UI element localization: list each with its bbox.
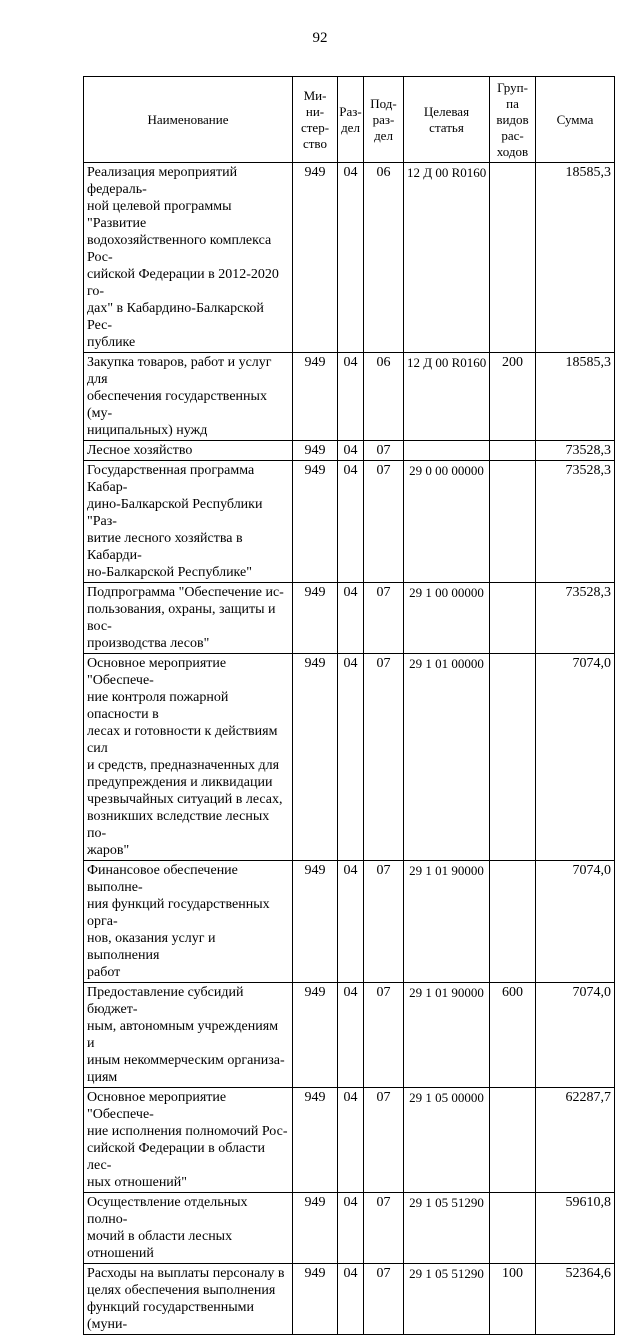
table-row bbox=[84, 163, 615, 353]
cell-ministry: 949 bbox=[293, 163, 338, 353]
table-row bbox=[84, 861, 615, 983]
cell-subsection: 07 bbox=[364, 1193, 404, 1264]
cell-section: 04 bbox=[338, 861, 364, 983]
cell-target: 29 1 01 90000 bbox=[404, 983, 490, 1088]
table-header-row bbox=[84, 77, 615, 163]
cell-group bbox=[490, 583, 536, 654]
cell-name: Финансовое обеспечение выполне- ния функций государственных орга- нов, оказания услуг и выполнения работ bbox=[84, 861, 293, 983]
cell-group: 200 bbox=[490, 353, 536, 441]
cell-section: 04 bbox=[338, 583, 364, 654]
cell-target: 29 1 01 00000 bbox=[404, 654, 490, 861]
cell-amount: 7074,0 bbox=[536, 654, 615, 861]
header-subsection: Под- раз- дел bbox=[364, 77, 404, 163]
header-name: Наименование bbox=[84, 77, 293, 163]
cell-ministry: 949 bbox=[293, 1193, 338, 1264]
cell-subsection: 07 bbox=[364, 983, 404, 1088]
cell-section: 04 bbox=[338, 461, 364, 583]
cell-ministry: 949 bbox=[293, 583, 338, 654]
cell-name: Осуществление отдельных полно- мочий в области лесных отношений bbox=[84, 1193, 293, 1264]
cell-amount: 18585,3 bbox=[536, 353, 615, 441]
cell-target: 12 Д 00 R0160 bbox=[404, 163, 490, 353]
cell-ministry: 949 bbox=[293, 461, 338, 583]
cell-name: Расходы на выплаты персоналу в целях обеспечения выполнения функций государственными (муни- bbox=[84, 1264, 293, 1335]
cell-subsection: 07 bbox=[364, 1264, 404, 1335]
cell-group bbox=[490, 1088, 536, 1193]
cell-name: Основное мероприятие "Обеспече- ние исполнения полномочий Рос- сийской Федерации в области лес- ных отношений" bbox=[84, 1088, 293, 1193]
table-row bbox=[84, 583, 615, 654]
table-row bbox=[84, 1264, 615, 1335]
header-section: Раз- дел bbox=[338, 77, 364, 163]
header-ministry: Ми- ни- стер- ство bbox=[293, 77, 338, 163]
budget-table bbox=[83, 76, 615, 1335]
cell-ministry: 949 bbox=[293, 1088, 338, 1193]
cell-group bbox=[490, 441, 536, 461]
cell-subsection: 07 bbox=[364, 654, 404, 861]
cell-group bbox=[490, 861, 536, 983]
cell-name: Государственная программа Кабар- дино-Балкарской Республики "Раз- витие лесного хозяйства в Кабарди- но-Балкарской Республике" bbox=[84, 461, 293, 583]
cell-target: 29 1 05 00000 bbox=[404, 1088, 490, 1193]
table-body bbox=[84, 163, 615, 1335]
cell-ministry: 949 bbox=[293, 1264, 338, 1335]
cell-name: Предоставление субсидий бюджет- ным, автономным учреждениям и иным некоммерческим организа- циям bbox=[84, 983, 293, 1088]
cell-target: 29 1 05 51290 bbox=[404, 1264, 490, 1335]
cell-section: 04 bbox=[338, 1193, 364, 1264]
cell-amount: 73528,3 bbox=[536, 461, 615, 583]
header-group: Груп- па видов рас- ходов bbox=[490, 77, 536, 163]
cell-section: 04 bbox=[338, 441, 364, 461]
cell-ministry: 949 bbox=[293, 983, 338, 1088]
cell-amount: 7074,0 bbox=[536, 983, 615, 1088]
cell-group bbox=[490, 461, 536, 583]
cell-section: 04 bbox=[338, 1264, 364, 1335]
cell-ministry: 949 bbox=[293, 654, 338, 861]
cell-target: 29 0 00 00000 bbox=[404, 461, 490, 583]
table-row bbox=[84, 353, 615, 441]
cell-section: 04 bbox=[338, 654, 364, 861]
cell-target: 29 1 01 90000 bbox=[404, 861, 490, 983]
cell-name: Подпрограмма "Обеспечение ис- пользования, охраны, защиты и вос- производства лесов" bbox=[84, 583, 293, 654]
cell-subsection: 07 bbox=[364, 583, 404, 654]
cell-target: 29 1 05 51290 bbox=[404, 1193, 490, 1264]
cell-subsection: 07 bbox=[364, 441, 404, 461]
table-row bbox=[84, 461, 615, 583]
cell-group: 600 bbox=[490, 983, 536, 1088]
cell-ministry: 949 bbox=[293, 861, 338, 983]
cell-section: 04 bbox=[338, 163, 364, 353]
table-row bbox=[84, 983, 615, 1088]
cell-ministry: 949 bbox=[293, 353, 338, 441]
cell-ministry: 949 bbox=[293, 441, 338, 461]
cell-group bbox=[490, 1193, 536, 1264]
cell-name: Лесное хозяйство bbox=[84, 441, 293, 461]
header-amount: Сумма bbox=[536, 77, 615, 163]
table-row bbox=[84, 441, 615, 461]
cell-amount: 73528,3 bbox=[536, 583, 615, 654]
cell-subsection: 06 bbox=[364, 163, 404, 353]
table-row bbox=[84, 654, 615, 861]
table-row bbox=[84, 1193, 615, 1264]
cell-section: 04 bbox=[338, 1088, 364, 1193]
cell-amount: 62287,7 bbox=[536, 1088, 615, 1193]
cell-name: Реализация мероприятий федераль- ной целевой программы "Развитие водохозяйственного комплекса Рос- сийской Федерации в 2012-2020 го- дах" в Кабардино-Балкарской Рес- публике bbox=[84, 163, 293, 353]
cell-group bbox=[490, 163, 536, 353]
header-target: Целевая статья bbox=[404, 77, 490, 163]
cell-amount: 73528,3 bbox=[536, 441, 615, 461]
page-number: 92 bbox=[312, 30, 328, 46]
cell-subsection: 06 bbox=[364, 353, 404, 441]
cell-subsection: 07 bbox=[364, 1088, 404, 1193]
cell-group bbox=[490, 654, 536, 861]
cell-subsection: 07 bbox=[364, 861, 404, 983]
cell-amount: 7074,0 bbox=[536, 861, 615, 983]
cell-target: 12 Д 00 R0160 bbox=[404, 353, 490, 441]
cell-group: 100 bbox=[490, 1264, 536, 1335]
cell-section: 04 bbox=[338, 353, 364, 441]
cell-target bbox=[404, 441, 490, 461]
cell-amount: 52364,6 bbox=[536, 1264, 615, 1335]
cell-section: 04 bbox=[338, 983, 364, 1088]
cell-amount: 18585,3 bbox=[536, 163, 615, 353]
cell-name: Основное мероприятие "Обеспече- ние контроля пожарной опасности в лесах и готовности к действиям сил и средств, предназначенных для предупреждения и ликвидации чрезвычайных ситуаций в лесах, возникших вследствие лесных по- жаров" bbox=[84, 654, 293, 861]
table-row bbox=[84, 1088, 615, 1193]
cell-amount: 59610,8 bbox=[536, 1193, 615, 1264]
cell-target: 29 1 00 00000 bbox=[404, 583, 490, 654]
cell-subsection: 07 bbox=[364, 461, 404, 583]
cell-name: Закупка товаров, работ и услуг для обеспечения государственных (му- ниципальных) нужд bbox=[84, 353, 293, 441]
